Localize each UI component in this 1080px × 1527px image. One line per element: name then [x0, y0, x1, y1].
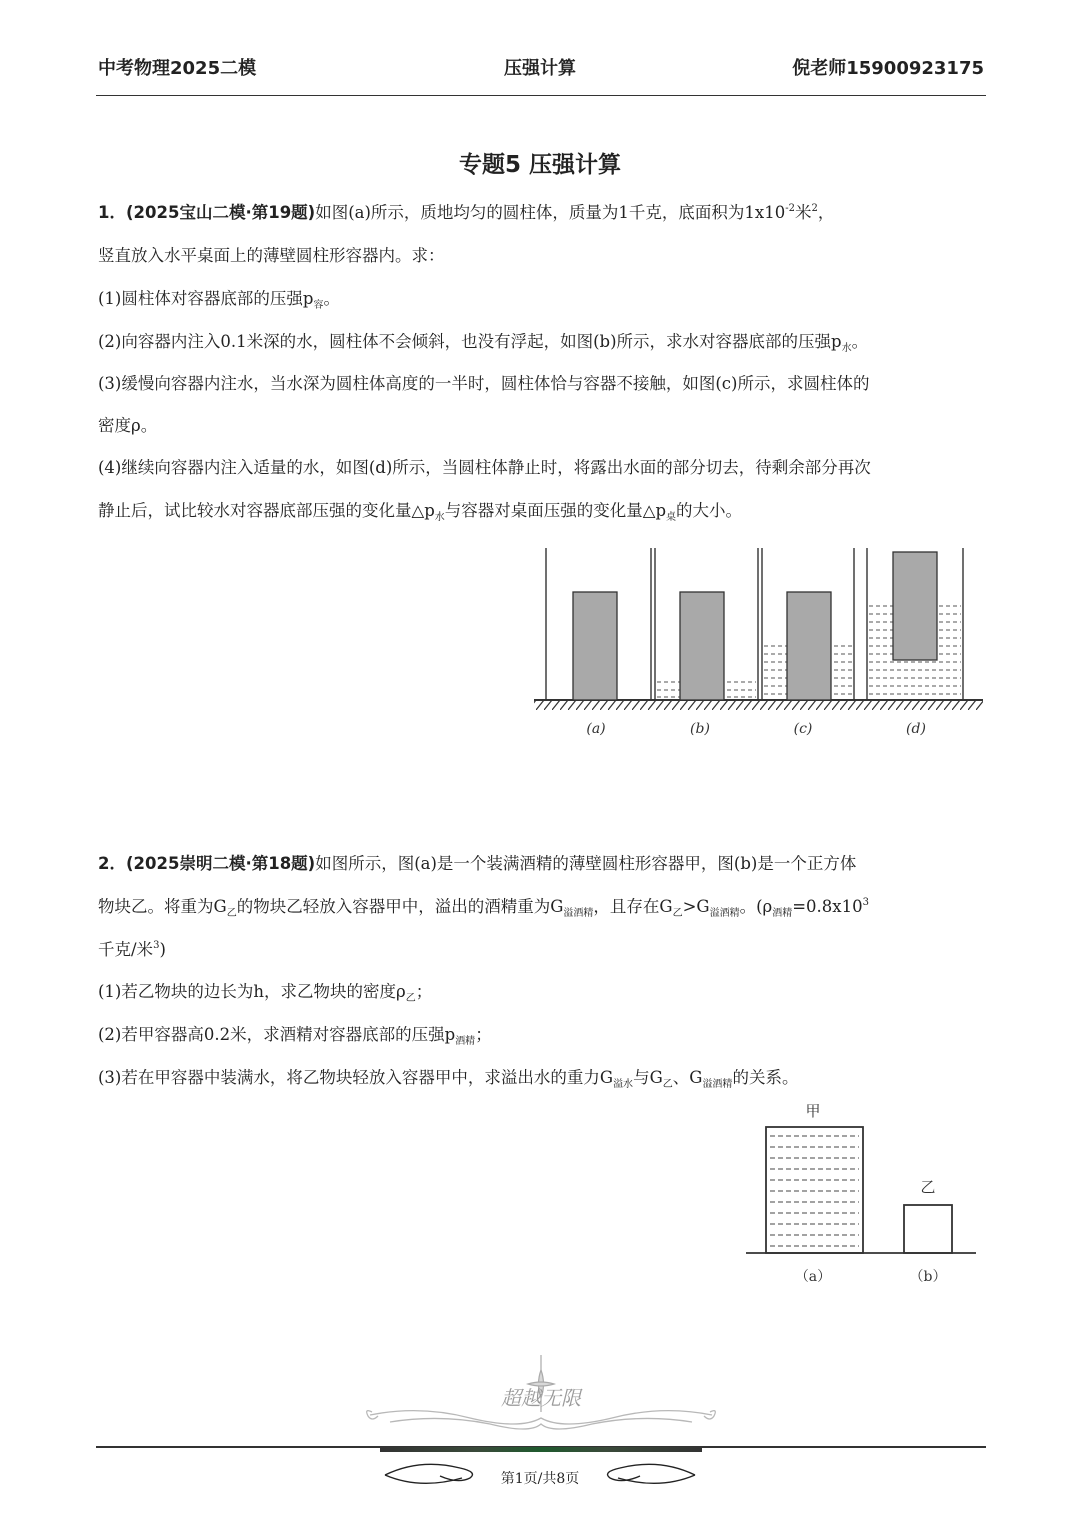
q1-cylinder-a	[573, 592, 617, 700]
q2-text-1: 如图所示，图(a)是一个装满酒精的薄壁圆柱形容器甲，图(b)是一个正方体	[315, 854, 857, 873]
footer-green-band	[380, 1447, 702, 1452]
q1-part-4-sub-1: 水	[434, 512, 445, 523]
q2-part-3-text-d: 的关系。	[732, 1068, 799, 1087]
q2-line-3	[98, 936, 166, 960]
q2-cube-yi	[904, 1205, 952, 1253]
q2-line-1	[98, 850, 856, 874]
q1-part-1-text: (1)圆柱体对容器底部的压强p	[98, 289, 314, 308]
q2-part-3-sub-1: 溢水	[613, 1079, 634, 1090]
q1-source: (2025宝山二模·第19题)	[125, 203, 316, 222]
header-rule	[96, 95, 986, 96]
swirl-decoration	[367, 1411, 716, 1429]
q1-cylinder-b	[680, 592, 724, 700]
q2-part-3	[98, 1064, 798, 1088]
q1-part-4-sub-2: 桌	[666, 512, 677, 523]
q1-exp-1: -2	[785, 203, 795, 214]
q1-part-4-text-2: 与容器对桌面压强的变化量△p	[444, 501, 667, 520]
q2-text-2c: ，且存在G	[593, 897, 673, 916]
q2-part-2	[98, 1021, 492, 1045]
q1-text-1a: 如图(a)所示，质地均匀的圆柱体，质量为1千克，底面积为1x10	[315, 203, 786, 222]
q2-text-3b: )	[159, 940, 166, 959]
q2-part-3-text-b: 与G	[633, 1068, 663, 1087]
header-center: 压强计算	[504, 58, 576, 79]
q2-label-jia: 甲	[805, 1102, 821, 1120]
q2-part-1-text: (1)若乙物块的边长为h，求乙物块的密度ρ	[98, 982, 406, 1001]
q2-line-2	[98, 893, 869, 917]
q1-number: 1．	[98, 203, 126, 222]
page-number: 第1页/共8页	[500, 1471, 580, 1487]
q1-text-1c: ，	[817, 203, 835, 222]
q1-fig-label-a: (a)	[586, 721, 606, 737]
q1-part-1-end: 。	[323, 289, 340, 308]
q2-part-3-text-a: (3)若在甲容器中装满水，将乙物块轻放入容器甲中，求溢出水的重力G	[98, 1068, 614, 1087]
q1-fig-b	[655, 548, 758, 700]
q1-line-1	[98, 199, 834, 223]
q2-text-2b: 的物块乙轻放入容器甲中，溢出的酒精重为G	[236, 897, 564, 916]
q2-container-jia	[766, 1127, 863, 1253]
q1-fig-label-b: (b)	[690, 721, 710, 737]
q1-fig-label-d: (d)	[906, 721, 926, 737]
q1-part-4a: (4)继续向容器内注入适量的水，如图(d)所示，当圆柱体静止时，将露出水面的部分切去，待剩余部分再次	[98, 458, 871, 477]
q2-figure	[740, 1095, 985, 1290]
q2-text-2e: 。(ρ	[739, 897, 773, 916]
q2-part-3-text-c: 、G	[672, 1068, 703, 1087]
q1-fig-label-c: (c)	[793, 721, 813, 737]
q1-fig-a	[546, 548, 651, 700]
q2-sub-2: 溢酒精	[563, 908, 594, 919]
q1-fig-c	[762, 548, 854, 700]
q2-fig-label-a: （a）	[794, 1269, 832, 1285]
q2-exp-2: 3	[153, 940, 160, 951]
q2-fig-label-b: （b）	[909, 1269, 947, 1285]
header-right: 倪老师15900923175	[792, 58, 984, 79]
q2-part-1	[98, 978, 432, 1002]
q2-text-2a: 物块乙。将重为G	[98, 897, 227, 916]
q1-part-4b	[98, 497, 742, 521]
q2-part-2-text: (2)若甲容器高0.2米，求酒精对容器底部的压强p	[98, 1025, 456, 1044]
q1-cylinder-c	[787, 592, 831, 700]
q1-text-1b: 米	[794, 203, 812, 222]
q2-text-2f: =0.8x10	[792, 897, 863, 916]
q1-exp-2: 2	[811, 203, 818, 214]
q1-cylinder-d	[893, 552, 937, 660]
q2-part-2-end: ；	[475, 1025, 492, 1044]
q2-part-2-sub: 酒精	[455, 1036, 476, 1047]
q2-sub-1: 乙	[226, 908, 237, 919]
q2-sub-4: 溢酒精	[709, 908, 740, 919]
q2-part-3-sub-3: 溢酒精	[702, 1079, 733, 1090]
q2-text-3a: 千克/米	[98, 940, 154, 959]
q1-figure	[528, 540, 988, 750]
q2-sub-3: 乙	[672, 908, 683, 919]
q1-part-1	[98, 285, 340, 309]
page-title: 专题5 压强计算	[458, 152, 621, 178]
q1-line-2: 竖直放入水平桌面上的薄壁圆柱形容器内。求：	[98, 246, 445, 265]
q2-text-2d: >G	[682, 897, 710, 916]
q1-part-4-text-3: 的大小。	[676, 501, 743, 520]
q2-exp-1: 3	[862, 897, 869, 908]
q2-source: (2025崇明二模·第18题)	[125, 854, 316, 873]
q2-part-1-sub: 乙	[405, 993, 416, 1004]
q1-part-2	[98, 328, 868, 352]
q1-part-4-text-1: 静止后，试比较水对容器底部压强的变化量△p	[98, 501, 435, 520]
q2-number: 2．	[98, 854, 126, 873]
q1-part-2-text: (2)向容器内注入0.1米深的水，圆柱体不会倾斜，也没有浮起，如图(b)所示，求水对容器底部的压强p	[98, 332, 842, 351]
q1-fig-d	[867, 548, 963, 700]
q1-part-1-sub: 容	[313, 300, 324, 311]
q2-part-1-end: ；	[415, 982, 433, 1001]
q1-ground-hatch	[534, 700, 983, 710]
footer-logo-text: 超越无限	[501, 1386, 581, 1410]
q1-part-3b: 密度ρ。	[98, 416, 158, 435]
q2-sub-5: 酒精	[772, 908, 793, 919]
q2-part-3-sub-2: 乙	[662, 1079, 673, 1090]
q1-part-2-sub: 水	[841, 343, 852, 354]
header-left: 中考物理2025二模	[98, 58, 257, 79]
q1-part-2-end: 。	[851, 332, 869, 351]
q1-part-3a: (3)缓慢向容器内注水，当水深为圆柱体高度的一半时，圆柱体恰与容器不接触，如图(c)所示，求圆柱体的	[98, 374, 870, 393]
q2-label-yi: 乙	[920, 1178, 936, 1196]
